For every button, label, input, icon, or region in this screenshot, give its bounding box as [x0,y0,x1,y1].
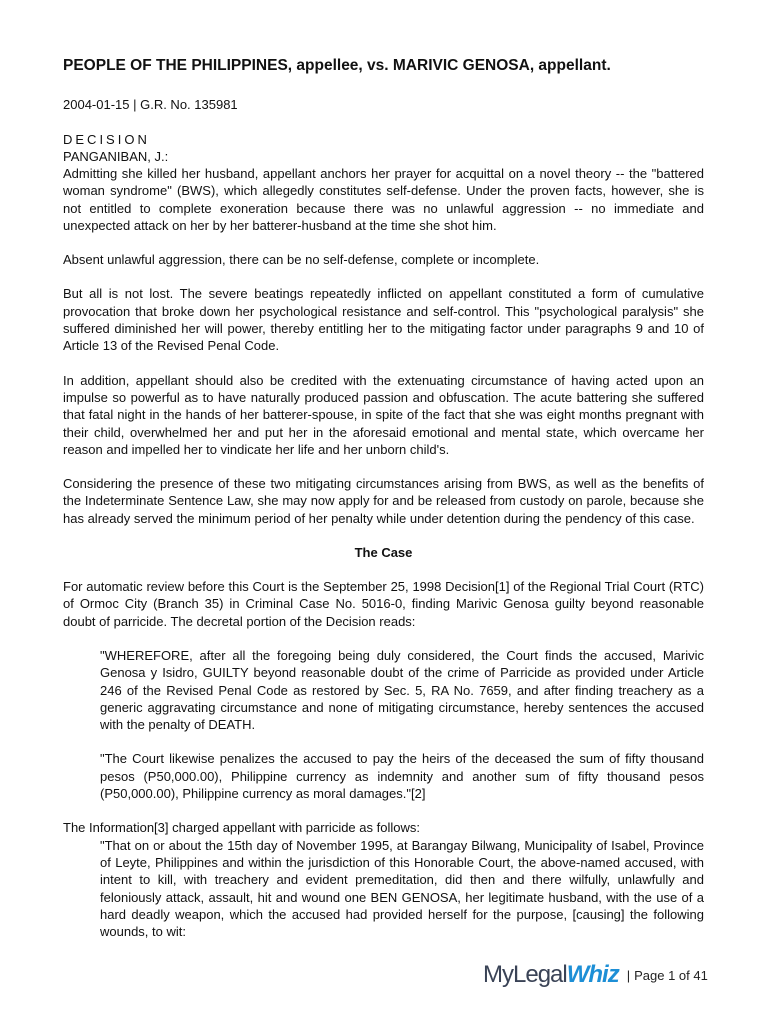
ponente: PANGANIBAN, J.: [63,149,169,164]
document-page [63,56,704,940]
paragraph-5: Considering the presence of these two mitigating circumstances arising from BWS, as well as the benefits of the Indeterminate Sentence Law, she may now apply for and be released from custody on parole, because she has already served the minimum period of her penalty while under detention during the pendency of this case. [63,476,704,526]
decretal-quote-1: "WHEREFORE, after all the foregoing being duly considered, the Court finds the accused, Marivic Genosa y Isidro, GUILTY beyond reasonable doubt of the crime of Parricide as provided under Article 246 of the Revised Penal Code as restored by Sec. 5, RA No. 7659, and after finding treachery as a generic aggravating circumstance and none of mitigating circumstance, hereby sentences the accused with the penalty of DEATH. [100,647,704,733]
paragraph-4: In addition, appellant should also be credited with the extenuating circumstance of having acted upon an impulse so powerful as to have naturally produced passion and obfuscation. The acute battering she suffered that fatal night in the hands of her batterer-spouse, in spite of the fact that she was eight months pregnant with their child, overwhelmed her and put her in the aforesaid emotional and mental state, which overcame her reason and impelled her to vindicate her life and her unborn child's. [63,372,704,457]
decretal-quote-2: "The Court likewise penalizes the accused to pay the heirs of the deceased the sum of fifty thousand pesos (P50,000.00), Philippine currency as indemnity and another sum of fifty thousand pesos (P50,000.00), Philippine currency as moral damages."[2] [100,751,704,802]
section-heading-the-case: The Case [354,545,413,561]
paragraph-1: Admitting she killed her husband, appellant anchors her prayer for acquittal on a novel theory -- the "battered woman syndrome" (BWS), which allegedly constitutes self-defense. Under the proven facts, however, she is not entitled to complete exoneration because there was no unlawful aggression -- no immediate and unexpected attack on her by her batterer-husband at the time she shot him. [63,166,704,233]
page-footer [483,960,708,990]
paragraph-2: Absent unlawful aggression, there can be no self-defense, complete or incomplete. [63,252,540,268]
page-number: Page 1 of 41 [634,967,708,983]
paragraph-3: But all is not lost. The severe beatings repeatedly inflicted on appellant constituted a form of cumulative provocation that broke down her psychological resistance and self-control. This "psychological paralysis" she suffered diminished her will power, thereby entitling her to the mitigating factor under paragraphs 9 and 10 of Article 13 of the Revised Penal Code. [63,286,704,354]
information-quote: "That on or about the 15th day of November 1995, at Barangay Bilwang, Municipality of Isabel, Province of Leyte, Philippines and within the jurisdiction of this Honorable Court, the above-named accused, with intent to kill, with treachery and evident premeditation, did then and there wilfully, unlawfully and feloniously attack, assault, hit and wound one BEN GENOSA, her legitimate husband, with the use of a hard deadly weapon, which the accused had provided herself for the purpose, [causing] the following wounds, to wit: [100,837,704,940]
logo-text-accent: Whiz [566,961,619,988]
case-paragraph: For automatic review before this Court is the September 25, 1998 Decision[1] of the Regional Trial Court (RTC) of Ormoc City (Branch 35) in Criminal Case No. 5016-0, finding Marivic Genosa guilty beyond reasonable doubt of parricide. The decretal portion of the Decision reads: [63,579,704,629]
footer-separator: | [626,967,631,983]
decision-heading: DECISION [63,132,150,147]
case-date-and-number: 2004-01-15 | G.R. No. 135981 [63,97,238,112]
case-title: PEOPLE OF THE PHILIPPINES, appellee, vs. MARIVIC GENOSA, appellant. [63,57,611,74]
mylegalwhiz-logo [483,961,619,989]
information-paragraph: The Information[3] charged appellant with parricide as follows: [63,820,420,836]
logo-text-main: MyLegal [483,961,567,988]
